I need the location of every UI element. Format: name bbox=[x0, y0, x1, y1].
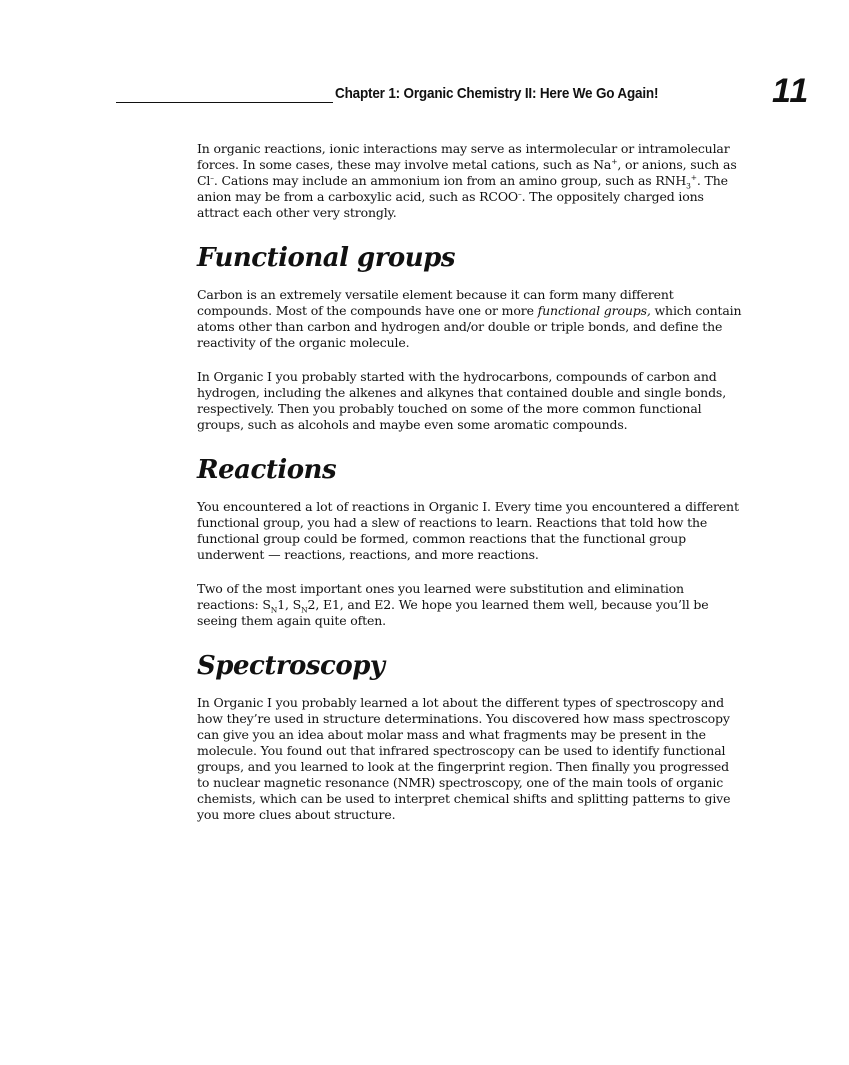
reactions-paragraph-2 bbox=[197, 581, 742, 629]
superscript: – bbox=[518, 188, 522, 198]
subscript: 3 bbox=[686, 181, 691, 191]
functional-text-2: which contain atoms other than carbon and hydrogen and/or double or triple bonds, and define the reactivity of the organic molecule. bbox=[197, 303, 742, 350]
running-head: Chapter 1: Organic Chemistry II: Here We Go Again! bbox=[335, 85, 659, 102]
section-heading-reactions: Reactions bbox=[197, 455, 337, 485]
reactions-paragraph-1: You encountered a lot of reactions in Organic I. Every time you encountered a different functional group, you had a slew of reactions to learn. Reactions that told how the functional group could be formed, common reactions that the functional group underwent — reactions, reactions, and more reactions. bbox=[197, 499, 739, 562]
subscript: N bbox=[270, 605, 278, 615]
functional-text-1: Carbon is an extremely versatile element because it can form many different compounds. Most of the compounds have one or more bbox=[197, 287, 674, 318]
functional-groups-paragraph-1 bbox=[197, 287, 742, 351]
superscript: – bbox=[210, 172, 214, 182]
reactions-text-1: Two of the most important ones you learned were substitution and elimination reactions: S bbox=[197, 581, 684, 612]
intro-text-3: . Cations may include an ammonium ion from an amino group, such as RNH bbox=[213, 173, 687, 188]
section-heading-functional-groups: Functional groups bbox=[197, 243, 455, 273]
intro-text-5: . The oppositely charged ions attract each other very strongly. bbox=[197, 189, 704, 220]
page-header bbox=[116, 72, 816, 110]
intro-paragraph bbox=[197, 141, 742, 221]
page-number: 11 bbox=[772, 72, 810, 110]
functional-groups-paragraph-2: In Organic I you probably started with the hydrocarbons, compounds of carbon and hydrogen, including the alkenes and alkynes that contained double and single bonds, respectively. Then you probably touched on some of the more common functional groups, such as alcohols and maybe even some aromatic compounds. bbox=[197, 369, 727, 432]
section-heading-spectroscopy: Spectroscopy bbox=[197, 651, 385, 681]
reactions-text-2: 1, S bbox=[277, 597, 302, 612]
body-text bbox=[197, 141, 742, 841]
functional-groups-term: functional groups, bbox=[537, 303, 651, 318]
intro-text-4: . The anion may be from a carboxylic acid, such as RCOO bbox=[197, 173, 728, 204]
intro-text-2: , or anions, such as Cl bbox=[197, 157, 737, 188]
intro-text-1: In organic reactions, ionic interactions may serve as intermolecular or intramolecular forces. In some cases, these may involve metal cations, such as Na bbox=[197, 141, 730, 172]
superscript: + bbox=[690, 172, 697, 182]
spectroscopy-paragraph-1: In Organic I you probably learned a lot about the different types of spectroscopy and how they’re used in structure determinations. You discovered how mass spectroscopy can give you an idea about molar mass and what fragments may be present in the molecule. You found out that infrared spectroscopy can be used to identify functional groups, and you learned to look at the fingerprint region. Then finally you progressed to nuclear magnetic resonance (NMR) spectroscopy, one of the main tools of organic chemists, which can be used to interpret chemical shifts and splitting patterns to give you more clues about structure. bbox=[197, 695, 731, 822]
header-rule bbox=[116, 102, 333, 103]
reactions-text-3: 2, E1, and E2. We hope you learned them well, because you’ll be seeing them again quite often. bbox=[197, 597, 709, 628]
superscript: + bbox=[611, 156, 618, 166]
subscript: N bbox=[301, 605, 308, 615]
